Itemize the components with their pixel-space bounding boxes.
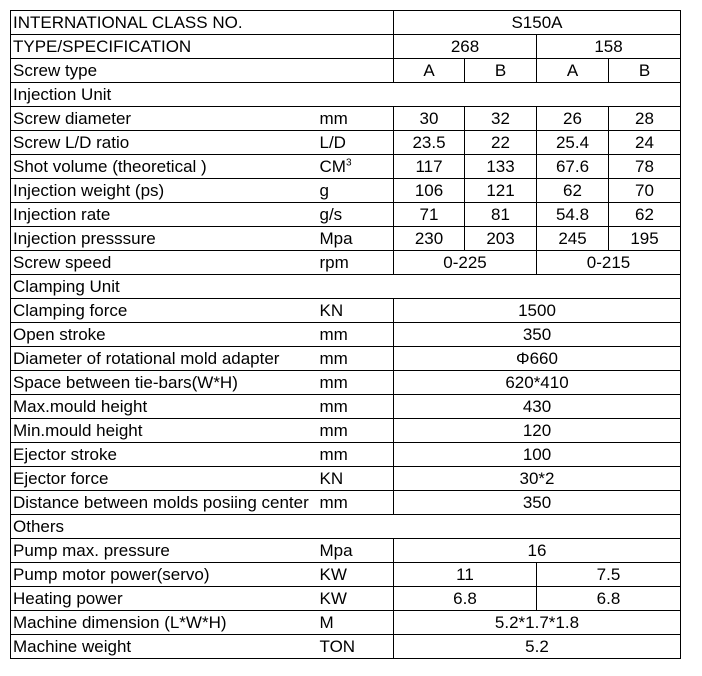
screw-type-cell: B — [609, 59, 681, 83]
row-unit: mm — [318, 443, 394, 467]
row-unit: g/s — [318, 203, 394, 227]
row-label: Machine dimension (L*W*H) — [11, 611, 318, 635]
row-unit: mm — [318, 395, 394, 419]
row-unit: M — [318, 611, 394, 635]
row-label: Screw diameter — [11, 107, 318, 131]
row-label: Diameter of rotational mold adapter — [11, 347, 318, 371]
value-cell: 71 — [394, 203, 465, 227]
table-row — [11, 323, 681, 347]
table-row — [11, 227, 681, 251]
value-cell: 22 — [465, 131, 537, 155]
table-row — [11, 371, 681, 395]
value-cell: 5.2 — [394, 635, 681, 659]
row-unit: KW — [318, 563, 394, 587]
table-row — [11, 611, 681, 635]
value-cell: 30 — [394, 107, 465, 131]
section-clamping — [11, 275, 681, 299]
table-row — [11, 395, 681, 419]
value-cell: Φ660 — [394, 347, 681, 371]
row-label: Max.mould height — [11, 395, 318, 419]
section-injection — [11, 83, 681, 107]
value-cell: 100 — [394, 443, 681, 467]
value-cell: 30*2 — [394, 467, 681, 491]
row-label: Ejector force — [11, 467, 318, 491]
value-cell: 25.4 — [537, 131, 609, 155]
row-unit: mm — [318, 107, 394, 131]
class-value: S150A — [394, 11, 681, 35]
value-cell: 67.6 — [537, 155, 609, 179]
row-unit: mm — [318, 419, 394, 443]
row-label: Screw L/D ratio — [11, 131, 318, 155]
table-row — [11, 587, 681, 611]
value-cell: 5.2*1.7*1.8 — [394, 611, 681, 635]
value-cell: 16 — [394, 539, 681, 563]
row-type — [11, 35, 681, 59]
type-268: 268 — [394, 35, 537, 59]
row-unit — [318, 155, 394, 179]
row-unit: KN — [318, 299, 394, 323]
value-cell: 26 — [537, 107, 609, 131]
value-cell: 6.8 — [537, 587, 681, 611]
row-label: Space between tie-bars(W*H) — [11, 371, 318, 395]
value-cell: 350 — [394, 491, 681, 515]
type-158: 158 — [537, 35, 681, 59]
row-unit: KN — [318, 467, 394, 491]
screw-type-label: Screw type — [11, 59, 394, 83]
row-label: Distance between molds posiing center — [11, 491, 318, 515]
value-cell: 121 — [465, 179, 537, 203]
value-cell: 0-215 — [537, 251, 681, 275]
unit-superscript: 3 — [345, 157, 352, 169]
value-cell: 6.8 — [394, 587, 537, 611]
type-label: TYPE/SPECIFICATION — [11, 35, 394, 59]
table-row — [11, 179, 681, 203]
value-cell: 32 — [465, 107, 537, 131]
row-screw-type — [11, 59, 681, 83]
screw-type-cell: A — [537, 59, 609, 83]
row-label: Min.mould height — [11, 419, 318, 443]
table-row — [11, 251, 681, 275]
table-row — [11, 107, 681, 131]
row-unit: mm — [318, 371, 394, 395]
table-row — [11, 203, 681, 227]
row-label: Injection weight (ps) — [11, 179, 318, 203]
section-others — [11, 515, 681, 539]
value-cell: 7.5 — [537, 563, 681, 587]
row-label: Open stroke — [11, 323, 318, 347]
value-cell: 23.5 — [394, 131, 465, 155]
table-row — [11, 131, 681, 155]
row-unit: g — [318, 179, 394, 203]
value-cell: 1500 — [394, 299, 681, 323]
row-unit: TON — [318, 635, 394, 659]
table-row — [11, 299, 681, 323]
row-label: Pump motor power(servo) — [11, 563, 318, 587]
value-cell: 620*410 — [394, 371, 681, 395]
value-cell: 350 — [394, 323, 681, 347]
value-cell: 117 — [394, 155, 465, 179]
value-cell: 28 — [609, 107, 681, 131]
value-cell: 81 — [465, 203, 537, 227]
class-label: INTERNATIONAL CLASS NO. — [11, 11, 394, 35]
value-cell: 230 — [394, 227, 465, 251]
value-cell: 54.8 — [537, 203, 609, 227]
table-row — [11, 539, 681, 563]
value-cell: 0-225 — [394, 251, 537, 275]
row-label: Machine weight — [11, 635, 318, 659]
row-label: Injection rate — [11, 203, 318, 227]
section-heading: Clamping Unit — [11, 275, 681, 299]
value-cell: 133 — [465, 155, 537, 179]
table-row — [11, 419, 681, 443]
screw-type-cell: B — [465, 59, 537, 83]
row-label: Shot volume (theoretical ) — [11, 155, 318, 179]
value-cell: 24 — [609, 131, 681, 155]
value-cell: 11 — [394, 563, 537, 587]
value-cell: 203 — [465, 227, 537, 251]
table-row — [11, 635, 681, 659]
value-cell: 106 — [394, 179, 465, 203]
row-label: Pump max. pressure — [11, 539, 318, 563]
value-cell: 78 — [609, 155, 681, 179]
section-heading: Others — [11, 515, 681, 539]
row-unit: mm — [318, 323, 394, 347]
section-heading: Injection Unit — [11, 83, 681, 107]
row-label: Injection presssure — [11, 227, 318, 251]
table-row — [11, 491, 681, 515]
table-row — [11, 467, 681, 491]
value-cell: 70 — [609, 179, 681, 203]
value-cell: 245 — [537, 227, 609, 251]
row-unit: mm — [318, 491, 394, 515]
row-label: Ejector stroke — [11, 443, 318, 467]
unit-text: CM — [319, 157, 346, 176]
value-cell: 62 — [609, 203, 681, 227]
screw-type-cell: A — [394, 59, 465, 83]
value-cell: 62 — [537, 179, 609, 203]
table-row — [11, 155, 681, 179]
value-cell: 195 — [609, 227, 681, 251]
value-cell: 120 — [394, 419, 681, 443]
row-unit: rpm — [318, 251, 394, 275]
row-unit: Mpa — [318, 539, 394, 563]
row-label: Screw speed — [11, 251, 318, 275]
row-unit: Mpa — [318, 227, 394, 251]
table-row — [11, 563, 681, 587]
spec-table — [10, 10, 681, 659]
row-label: Heating power — [11, 587, 318, 611]
value-cell: 430 — [394, 395, 681, 419]
row-class — [11, 11, 681, 35]
table-row — [11, 347, 681, 371]
row-unit: KW — [318, 587, 394, 611]
row-label: Clamping force — [11, 299, 318, 323]
row-unit: mm — [318, 347, 394, 371]
row-unit: L/D — [318, 131, 394, 155]
table-row — [11, 443, 681, 467]
